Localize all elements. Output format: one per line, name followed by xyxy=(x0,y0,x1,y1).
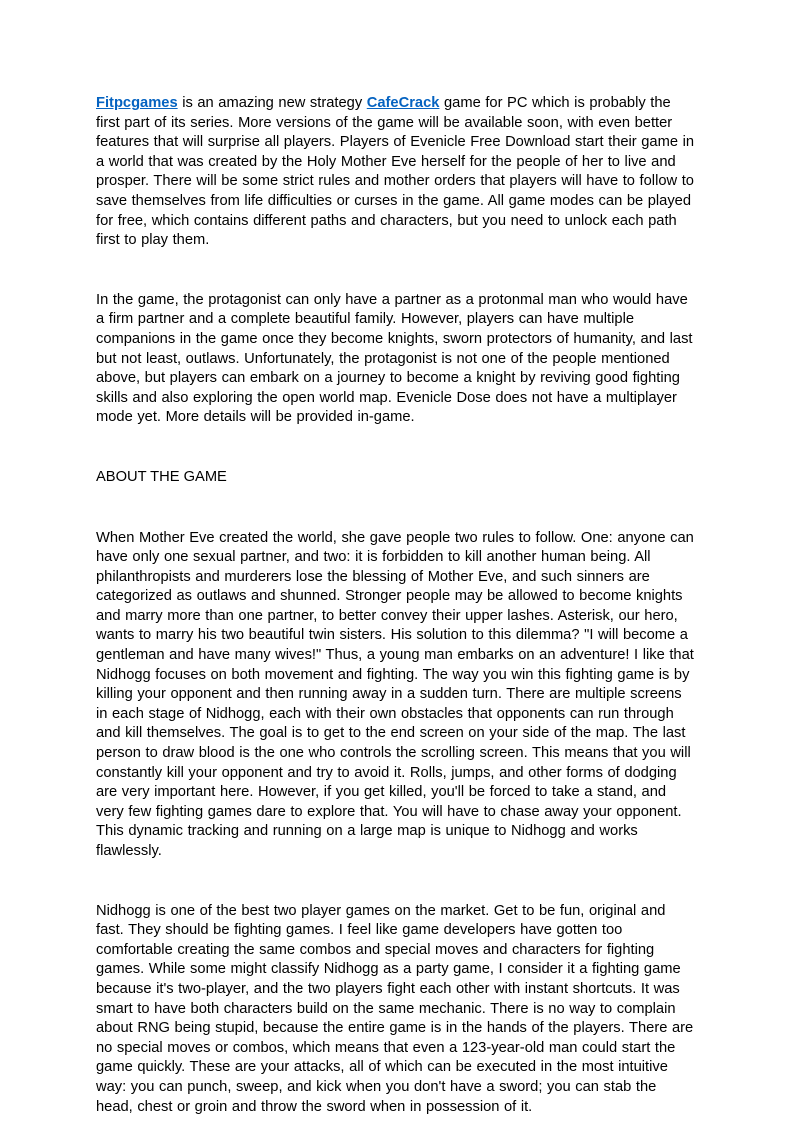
paragraph-about-game-2: Nidhogg is one of the best two player games on the market. Get to be fun, original and fast. They should be fighting games. I feel like game developers have gotten too comfortable creating the same combos and special moves and characters for fighting games. While some might classify Nidhogg as a party game, I consider it a fighting game because it's two-player, and the two players fight each other with instant shortcuts. It was smart to have both characters build on the same mechanic. There is no way to complain about RNG being stupid, because the entire game is in the hands of the players. There are no special moves or combos, which means that even a 123-year-old man could start the game quickly. These are your attacks, all of which can be executed in the most intuitive way: you can punch, sweep, and kick when you don't have a sword; you can stab the head, chest or groin and throw the sword when in possession of it. xyxy=(96,902,694,1115)
cafecrack-link[interactable]: CafeCrack xyxy=(366,95,440,111)
fitpcgames-link[interactable]: Fitpcgames xyxy=(96,95,178,111)
paragraph-protagonist: In the game, the protagonist can only have a partner as a protonmal man who would have a firm partner and a complete beautiful family. However, players can have multiple companions in the game once they become knights, sworn protectors of humanity, and last but not least, outlaws. Unfortunately, the protagonist is not one of the people mentioned above, but players can embark on a journey to become a knight by reviving good fighting skills and also exploring the open world map. Evenicle Dose does not have a multiplayer mode yet. More details will be provided in-game. xyxy=(96,291,693,426)
intro-text-1: is an amazing new strategy xyxy=(177,95,367,111)
paragraph-about-game-1: When Mother Eve created the world, she gave people two rules to follow. One: anyone can have only one sexual partner, and two: it is forbidden to kill another human being. All philanthropists and murderers lose the blessing of Mother Eve, and such sinners are categorized as outlaws and shunned. Stronger people may be allowed to become knights and marry more than one partner, to better convey their upper lashes. Asterisk, our hero, wants to marry his two beautiful twin sisters. His solution to this dilemma? "I will become a gentleman and have many wives!" Thus, a young man embarks on an adventure! I like that Nidhogg focuses on both movement and fighting. The way you win this fighting game is by killing your opponent and then running away in a sudden turn. There are multiple screens in each stage of Nidhogg, each with their own obstacles that opponents can run through and kill themselves. The goal is to get to the end screen on your side of the map. The last person to draw blood is the one who controls the scrolling screen. This means that you will constantly kill your opponent and try to avoid it. Rolls, jumps, and other forms of dodging are very important here. However, if you get killed, you'll be forced to take a stand, and very few fighting games dare to explore that. You will have to chase away your opponent. This dynamic tracking and running on a large map is unique to Nidhogg and works flawlessly. xyxy=(96,529,694,859)
paragraph-intro xyxy=(96,94,697,251)
intro-text-2: game for PC which is probably the first part of its series. More versions of the game will be available soon, with even better features that will surprise all players. Players of Evenicle Free Download start their game in a world that was created by the Holy Mother Eve herself for the people of her to live and prosper. There will be some strict rules and mother orders that players will have to follow to save themselves from life difficulties or curses in the game. All game modes can be played for free, which contains different paths and characters, but you need to unlock each path first to play them. xyxy=(96,95,695,249)
section-heading-about-the-game: ABOUT THE GAME xyxy=(96,468,227,485)
